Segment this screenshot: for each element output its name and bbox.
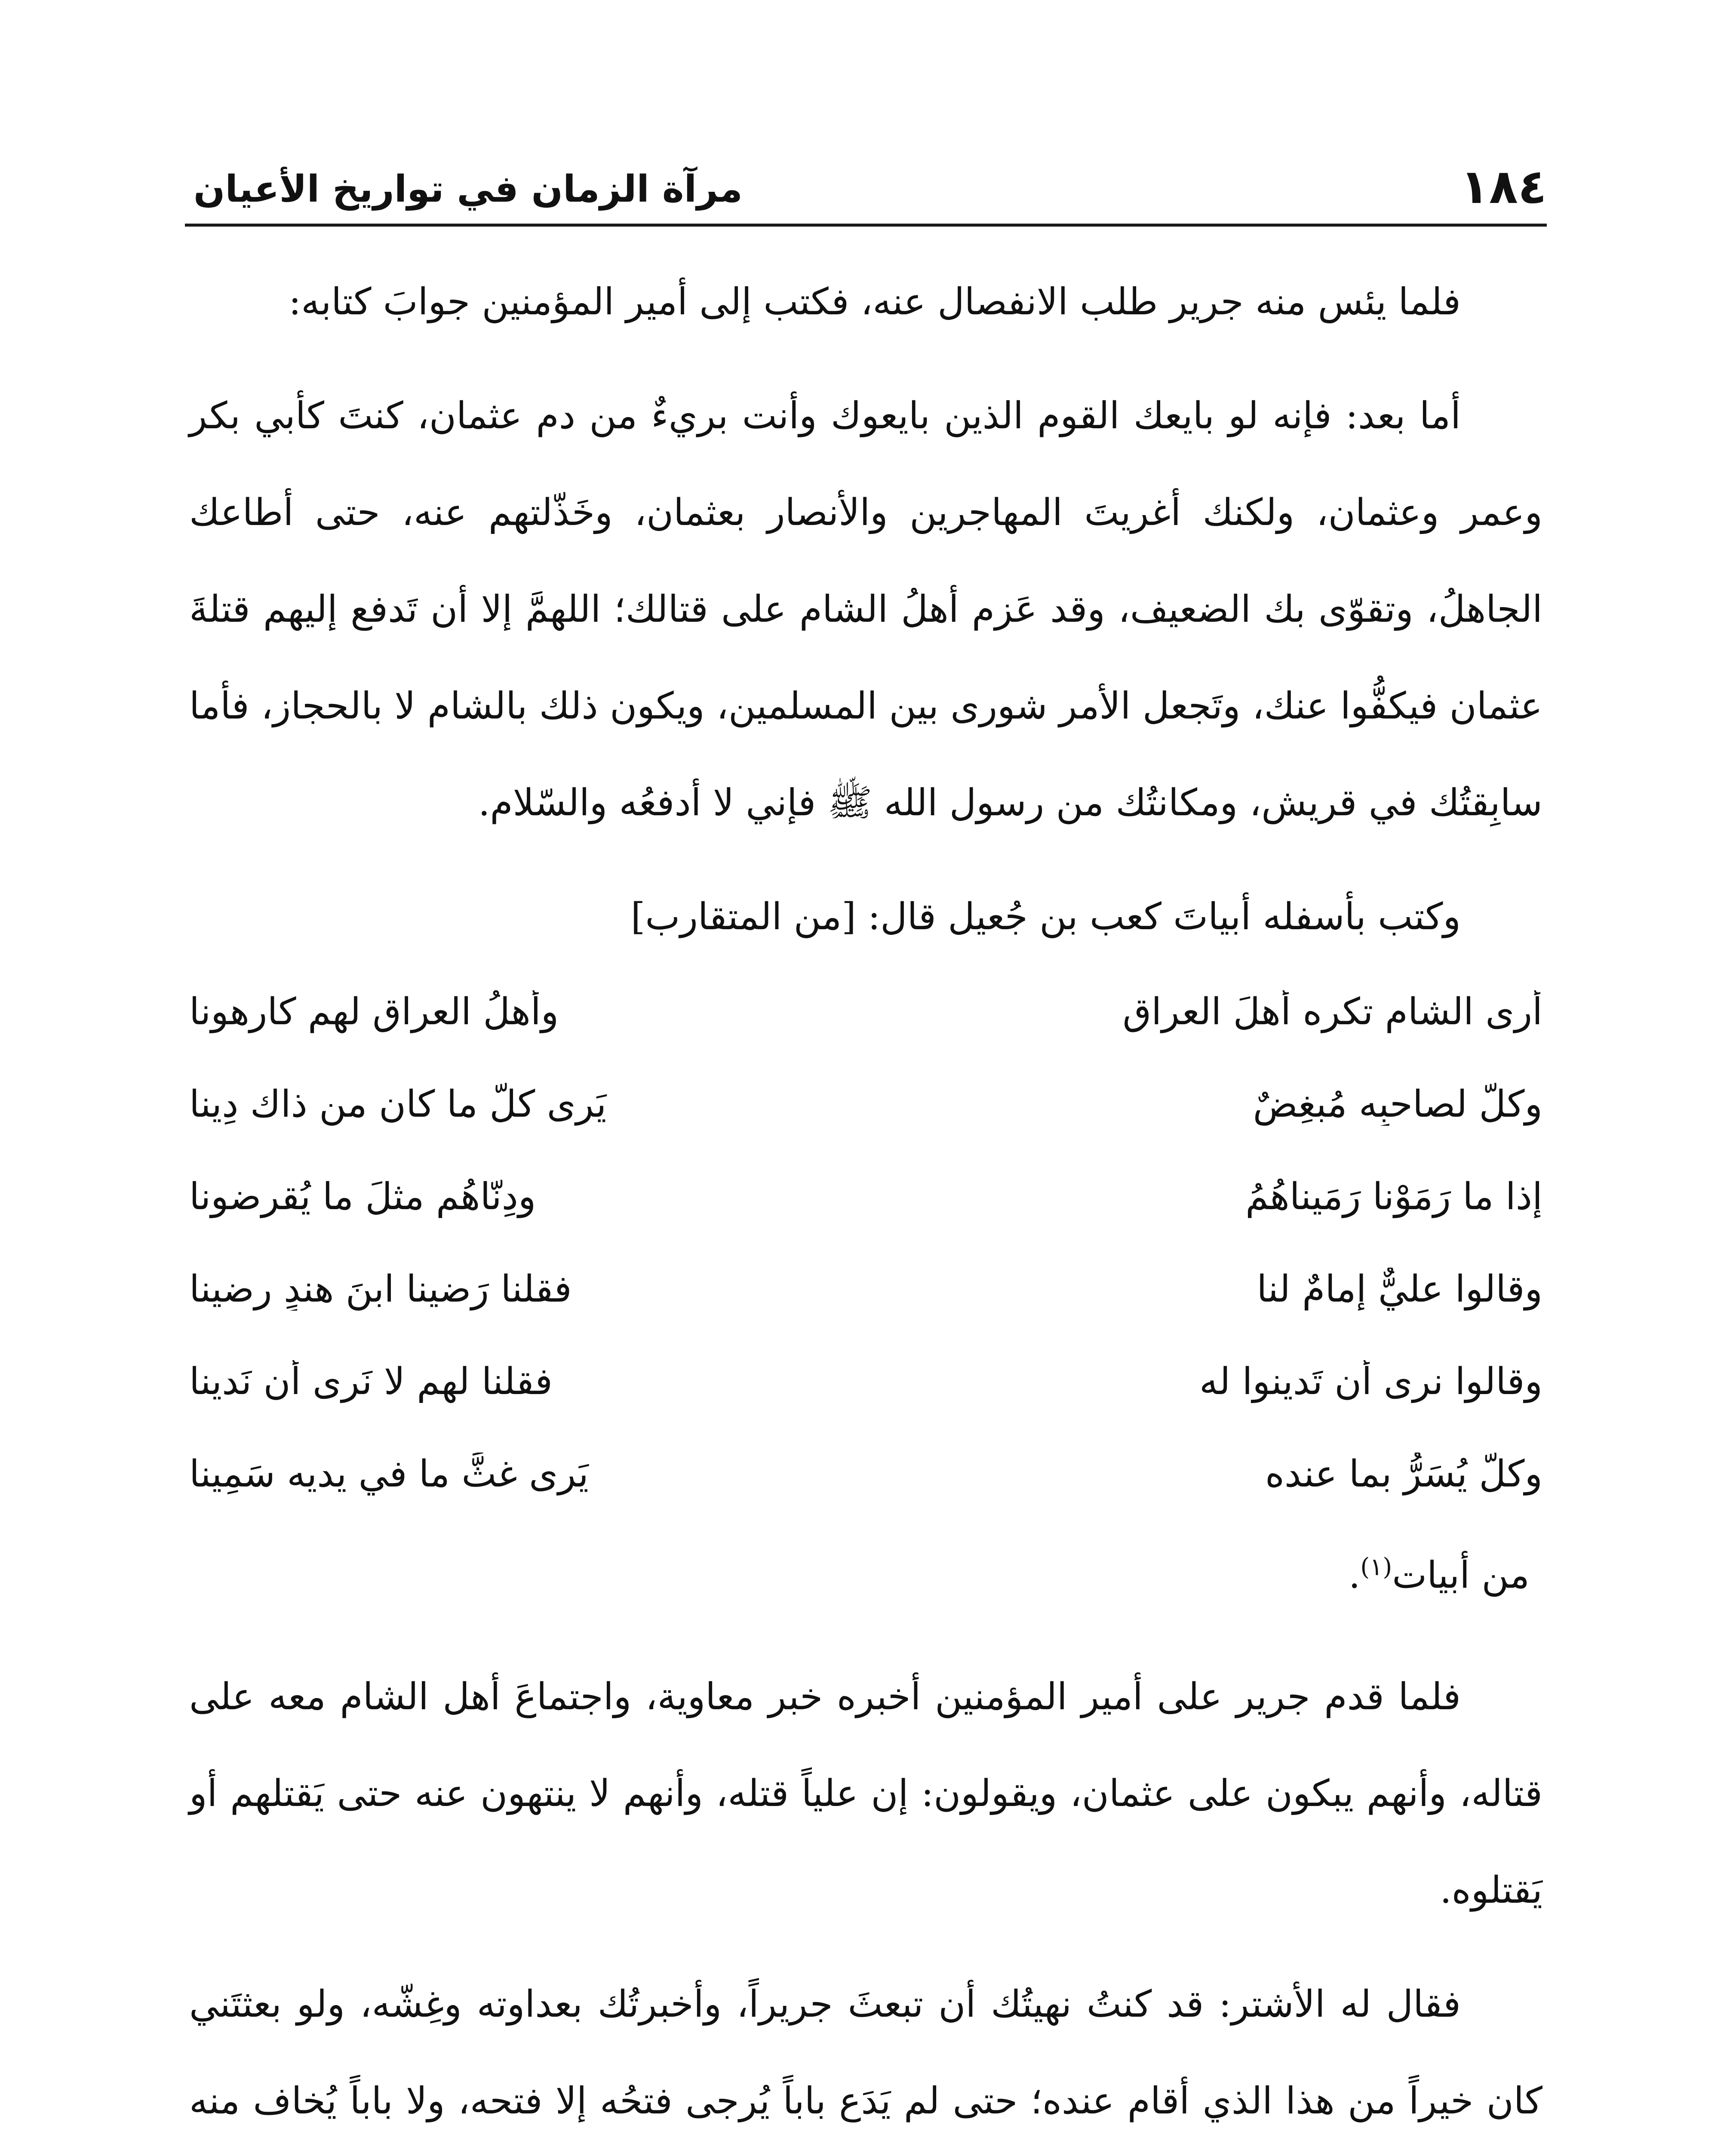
verse-second-hemistich: ودِنّاهُم مثلَ ما يُقرِضونا: [189, 1175, 536, 1218]
verse-first-hemistich: وكلٌّ يُسَرُّ بما عنده: [1265, 1452, 1542, 1496]
verses-source-end: .: [1349, 1554, 1361, 1597]
verse-line: [189, 965, 1542, 1058]
running-title: مرآة الزمان في تواريخ الأعيان: [194, 168, 743, 211]
verse-second-hemistich: وأهلُ العراق لهم كارهونا: [189, 990, 559, 1033]
verse-second-hemistich: يَرى غثَّ ما في يديه سَمِينا: [189, 1452, 589, 1496]
page-header: [185, 142, 1547, 227]
paragraph-1: فلما يئس منه جرير طلب الانفصال عنه، فكتب إلى أمير المؤمنين جوابَ كتابه:: [289, 280, 1461, 323]
paragraph-4: فقال له الأشتر: قد كنتُ نهيتُك أن تبعثَ جريراً، وأخبرتُك بعداوته وغِشّه، ولو بعثتَني كان خيراً من هذا الذي أقام عنده؛ حتى لم يَدَع باباً يُرجى فتحُه إلا فتحه، ولا باباً يُخاف منه: [189, 1982, 1542, 2122]
verses-source-note: [189, 1520, 1542, 1623]
poem: [189, 965, 1542, 1520]
verse-second-hemistich: يَرى كلَّ ما كان من ذاك دِينا: [189, 1082, 607, 1126]
verse-first-hemistich: إذا ما رَمَوْنا رَمَيناهُمُ: [1245, 1175, 1542, 1218]
verse-second-hemistich: فقلنا لهم لا نَرى أن نَدينا: [189, 1360, 553, 1403]
verse-first-hemistich: أرى الشام تكره أهلَ العراق: [1122, 990, 1542, 1033]
paragraph-letter: أما بعد: فإنه لو بايعك القوم الذين بايعوك وأنت بريءٌ من دم عثمان، كنتَ كأبي بكر وعمر وعثمان، ولكنك أغريتَ المهاجرين والأنصار بعثمان، وخَذّلتهم عنه، حتى أطاعك الجاهلُ، وتقوّى بك الضعيف، وقد عَزم أهلُ الشام على قتالك؛ اللهمَّ إلا أن تَدفع إليهم قتلةَ عثمان فيكفُّوا عنك، وتَجعل الأمر شورى بين المسلمين، ويكون ذلك بالشام لا بالحجاز، فأما سابِقتُك في قريش، ومكانتُك من رسول الله ﷺ فإني لا أدفعُه والسّلام.: [189, 394, 1542, 824]
verse-first-hemistich: وكلٌّ لصاحبِه مُبغِضٌ: [1253, 1082, 1542, 1126]
verses-source-text: من أبيات: [1392, 1554, 1530, 1597]
verse-line: [189, 1150, 1542, 1243]
verse-line: [189, 1243, 1542, 1335]
verse-line: [189, 1058, 1542, 1150]
verse-line: [189, 1335, 1542, 1428]
verses-intro: وكتب بأسفله أبياتَ كعب بن جُعيل قال: [من المتقارب]: [630, 895, 1461, 938]
verse-line: [189, 1428, 1542, 1520]
paragraph-3: فلما قدم جرير على أمير المؤمنين أخبره خبر معاوية، واجتماعَ أهل الشام معه على قتاله، وأنهم يبكون على عثمان، ويقولون: إن علياً قتله، وأنهم لا ينتهون عنه حتى يَقتلهم أو يَقتلوه.: [189, 1675, 1542, 1912]
verse-first-hemistich: وقالوا عليٌّ إمامٌ لنا: [1257, 1267, 1542, 1311]
verse-second-hemistich: فقلنا رَضينا ابنَ هندٍ رضينا: [189, 1267, 572, 1311]
page-number: ١٨٤: [1460, 159, 1547, 214]
verse-first-hemistich: وقالوا نرى أن تَدينوا له: [1199, 1360, 1542, 1403]
page-body: [189, 254, 1542, 2150]
footnote-reference[interactable]: (١): [1360, 1553, 1392, 1581]
